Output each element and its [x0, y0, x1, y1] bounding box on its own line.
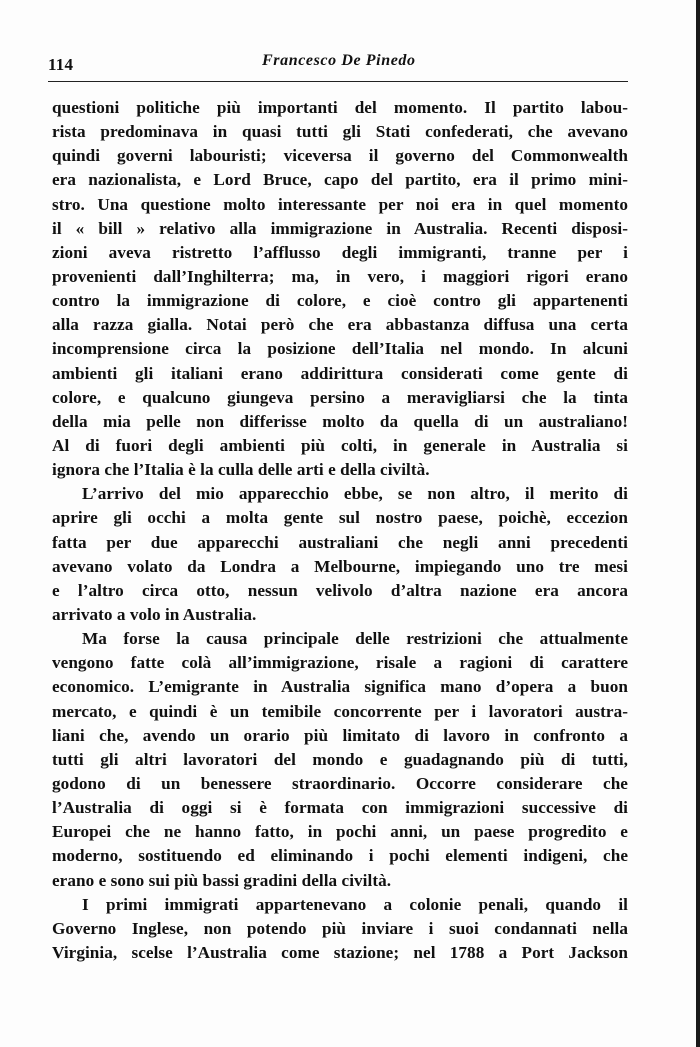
- page-header: [48, 52, 628, 76]
- text-line: zioni aveva ristretto l’afflusso degli immigranti, tranne per i: [52, 242, 628, 262]
- text-line: il « bill » relativo alla immigrazione in Australia. Recenti disposi-: [52, 218, 628, 238]
- text-line: godono di un benessere straordinario. Occorre considerare che: [52, 773, 628, 793]
- text-line: Virginia, scelse l’Australia come stazione; nel 1788 a Port Jackson: [52, 942, 628, 962]
- text-line: aprire gli occhi a molta gente sul nostro paese, poichè, eccezion: [52, 508, 628, 528]
- text-line: mercato, e quindi è un temibile concorrente per i lavoratori austra-: [52, 701, 628, 721]
- text-line: moderno, sostituendo ed eliminando i pochi elementi indigeni, che: [52, 846, 628, 866]
- text-line: contro la immigrazione di colore, e cioè contro gli appartenenti: [52, 291, 628, 311]
- text-line: Governo Inglese, non potendo più inviare i suoi condannati nella: [52, 918, 628, 938]
- text-line: arrivato a volo in Australia.: [52, 604, 257, 624]
- text-line: fatta per due apparecchi australiani che negli anni precedenti: [52, 532, 628, 552]
- text-line: Ma forse la causa principale delle restrizioni che attualmente: [82, 629, 628, 649]
- text-line: Al di fuori degli ambienti più colti, in generale in Australia si: [52, 435, 628, 455]
- text-line: I primi immigrati appartenevano a colonie penali, quando il: [82, 894, 628, 914]
- text-line: vengono fatte colà all’immigrazione, risale a ragioni di carattere: [52, 653, 628, 673]
- text-line: stro. Una questione molto interessante per noi era in quel momento: [52, 194, 628, 214]
- text-line: era nazionalista, e Lord Bruce, capo del partito, era il primo mini-: [52, 170, 628, 190]
- text-line: colore, e qualcuno giungeva persino a meravigliarsi che la tinta: [52, 387, 628, 407]
- body-text: [52, 96, 628, 965]
- text-line: erano e sono sui più bassi gradini della civiltà.: [52, 870, 392, 890]
- text-line: ambienti gli italiani erano addirittura considerati come gente di: [52, 363, 628, 383]
- text-line: l’Australia di oggi si è formata con immigrazioni successive di: [52, 798, 628, 818]
- text-line: provenienti dall’Inghilterra; ma, in vero, i maggiori rigori erano: [52, 266, 628, 286]
- text-line: L’arrivo del mio apparecchio ebbe, se non altro, il merito di: [82, 484, 628, 504]
- text-line: economico. L’emigrante in Australia significa mano d’opera a buon: [52, 677, 628, 697]
- text-line: della mia pelle non differisse molto da quella di un australiano!: [52, 411, 628, 431]
- text-line: Europei che ne hanno fatto, in pochi anni, un paese progredito e: [52, 822, 628, 842]
- text-line: quindi governi labouristi; viceversa il governo del Commonwealth: [52, 146, 628, 166]
- page-number: 114: [48, 55, 74, 74]
- text-line: avevano volato da Londra a Melbourne, impiegando uno tre mesi: [52, 556, 628, 576]
- text-line: tutti gli altri lavoratori del mondo e guadagnando più di tutti,: [52, 749, 628, 769]
- header-rule: [48, 81, 628, 82]
- text-line: liani che, avendo un orario più limitato di lavoro in confronto a: [52, 725, 628, 745]
- text-line: alla razza gialla. Notai però che era abbastanza diffusa una certa: [52, 315, 628, 335]
- text-line: rista predominava in quasi tutti gli Stati confederati, che avevano: [52, 122, 628, 142]
- text-line: questioni politiche più importanti del momento. Il partito labou-: [52, 98, 628, 117]
- text-line: ignora che l’Italia è la culla delle arti e della civiltà.: [52, 460, 430, 480]
- text-line: incomprensione circa la posizione dell’Italia nel mondo. In alcuni: [52, 339, 628, 359]
- page-edge-border: [696, 0, 700, 1047]
- text-line: e l’altro circa otto, nessun velivolo d’altra nazione era ancora: [52, 580, 628, 600]
- running-head: Francesco De Pinedo: [262, 52, 416, 69]
